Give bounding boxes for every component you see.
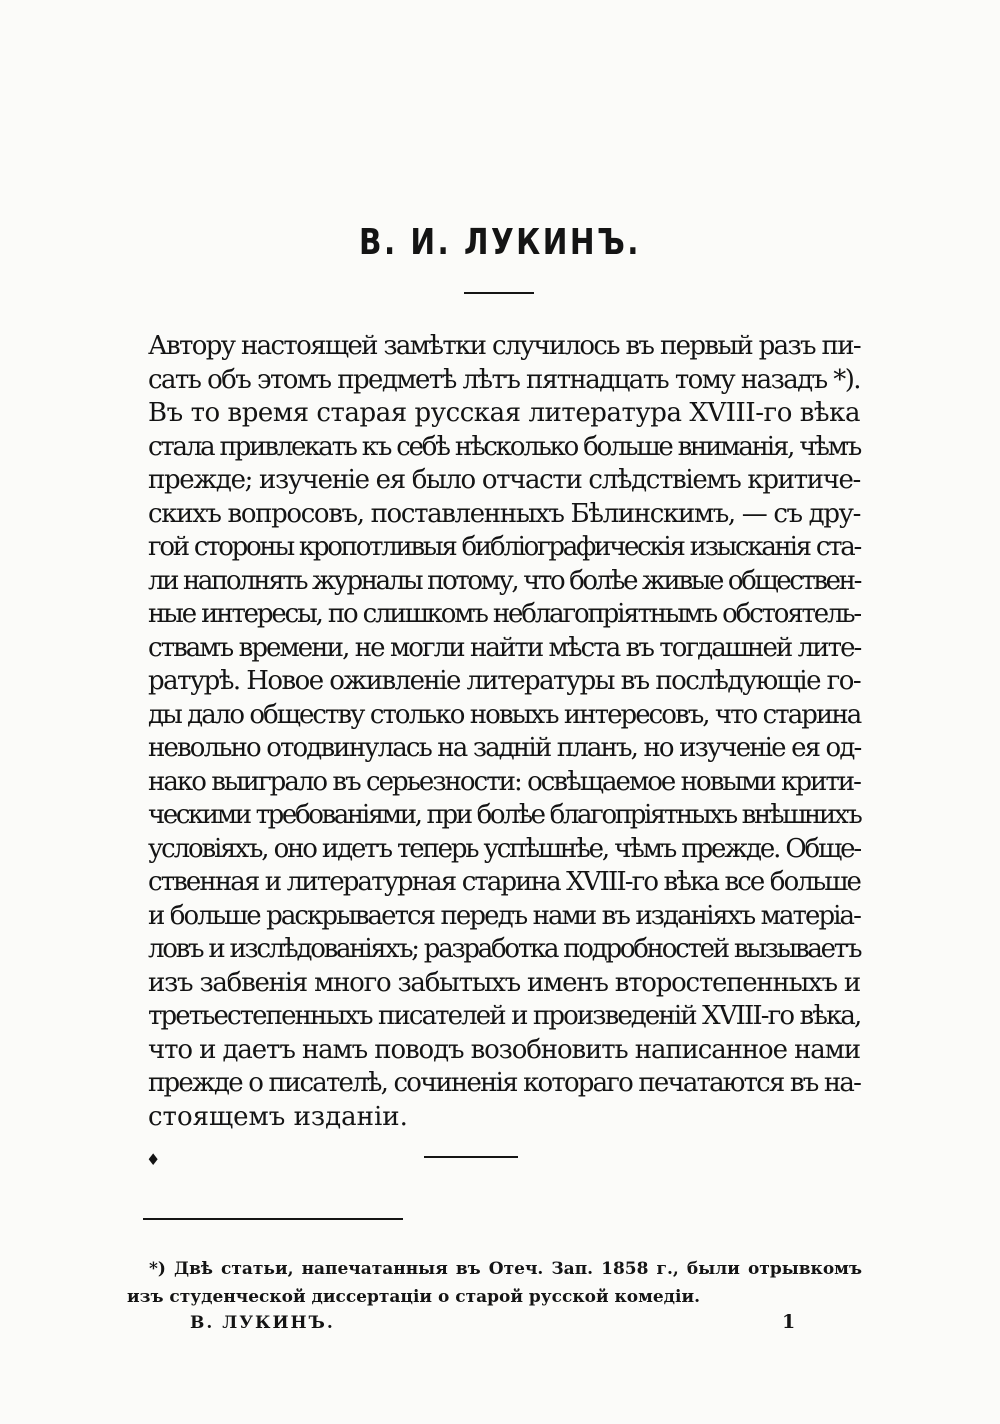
footnote-separator [143, 1218, 403, 1220]
page-title: В. И. ЛУКИНЪ. [359, 222, 641, 263]
text-line: ные интересы, по слишкомъ неблагопріятнымъ обстоятель- [148, 599, 861, 629]
text-line: стала привлекать къ себѣ нѣсколько больше вниманія, чѣмъ [148, 431, 861, 462]
text-line: гой стороны кропотливыя библіографическія изысканія ста- [148, 532, 860, 562]
text-line: Въ то время старая русская литература XVIII-го вѣка [148, 398, 860, 428]
text-line: ствамъ времени, не могли найти мѣста въ тогдашней лите- [148, 632, 861, 663]
section-end-rule [424, 1156, 518, 1158]
text-line: прежде о писателѣ, сочиненія котораго печатаются въ на- [148, 1068, 861, 1098]
footnote-line: *) Двѣ статьи, напечатанныя въ Отеч. Зап. 1858 г., были отрывкомъ [149, 1259, 862, 1279]
text-line: изъ забвенія много забытыхъ именъ второстепенныхъ и [148, 967, 860, 998]
text-line: третьестепенныхъ писателей и произведеній XVIII-го вѣка, [148, 1001, 861, 1031]
text-line: ратурѣ. Новое оживленіе литературы въ послѣдующіе го- [148, 666, 861, 696]
footnote [127, 1255, 862, 1311]
stray-mark: ♦ [146, 1150, 161, 1169]
text-line: прежде; изученіе ея было отчасти слѣдствіемъ критиче- [148, 465, 860, 495]
text-line: стоящемъ изданіи. [148, 1101, 408, 1132]
signature-mark: В. ЛУКИНЪ. [190, 1313, 335, 1333]
text-line: ственная и литературная старина XVIII-го вѣка все больше [148, 867, 860, 897]
main-text [148, 330, 860, 1134]
text-line: ческими требованіями, при болѣе благопріятныхъ внѣшнихъ [148, 800, 861, 830]
text-line: Автору настоящей замѣтки случилось въ первый разъ пи- [148, 331, 860, 361]
title-rule [464, 292, 534, 294]
text-line: скихъ вопросовъ, поставленныхъ Бѣлинскимъ, — съ дру- [148, 498, 861, 529]
text-line: условіяхъ, оно идетъ теперь успѣшнѣе, чѣмъ прежде. Обще- [148, 833, 860, 864]
text-line: что и даетъ намъ поводъ возобновить написанное нами [148, 1034, 860, 1065]
text-line: нако выиграло въ серьезности: освѣщаемое новыми крити- [148, 766, 860, 797]
text-line: и больше раскрывается передъ нами въ изданіяхъ матеріа- [148, 900, 860, 931]
text-line: ды дало обществу столько новыхъ интересовъ, что старина [148, 699, 861, 730]
text-line: ловъ и изслѣдованіяхъ; разработка подробностей вызываетъ [148, 934, 861, 964]
footnote-line: изъ студенческой диссертаціи о старой русской комедіи. [127, 1287, 701, 1307]
text-line: сать объ этомъ предметѣ лѣтъ пятнадцать тому назадъ *). [148, 364, 860, 395]
folio-number: 1 [782, 1311, 796, 1333]
text-line: ли наполнять журналы потому, что болѣе живые обществен- [148, 565, 861, 596]
text-line: невольно отодвинулась на задній планъ, но изученіе ея од- [148, 733, 861, 763]
